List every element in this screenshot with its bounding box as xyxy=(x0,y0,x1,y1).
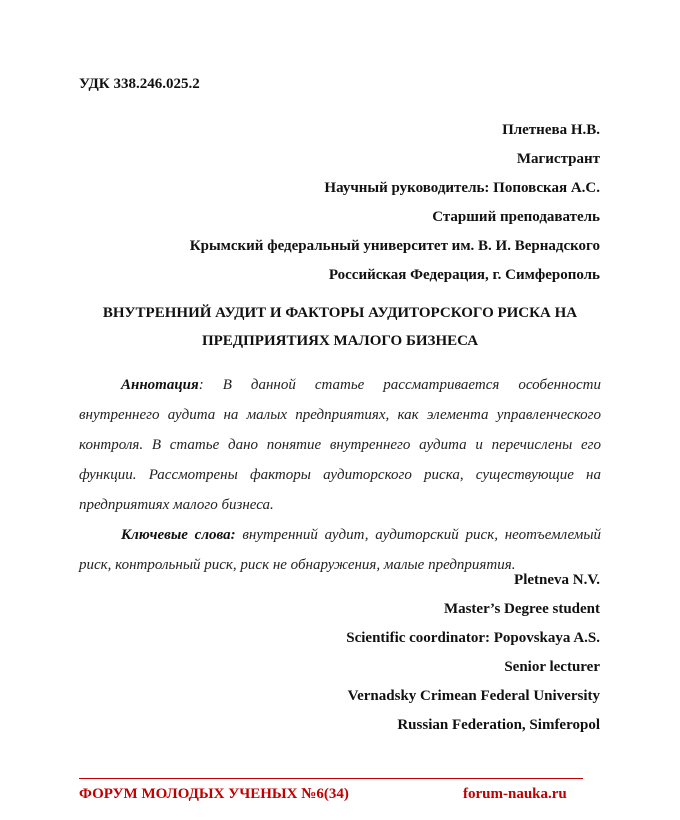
keywords-text: внутренний аудит, аудиторский риск, неотъемлемый риск, контрольный риск, риск не обнаружения, малые предприятия. xyxy=(79,527,602,573)
location-en: Russian Federation, Simferopol xyxy=(397,717,600,733)
university-ru: Крымский федеральный университет им. В. И. Вернадского xyxy=(189,238,600,254)
supervisor-position-ru: Старший преподаватель xyxy=(432,209,600,225)
author-status-ru: Магистрант xyxy=(516,151,600,167)
footer-site-link[interactable]: forum-nauka.ru xyxy=(463,786,567,802)
abstract-paragraph xyxy=(79,370,601,520)
author-name-ru: Плетнева Н.В. xyxy=(502,122,600,138)
abstract-block xyxy=(79,370,601,580)
abstract-label: Аннотация xyxy=(121,377,199,393)
university-en: Vernadsky Crimean Federal University xyxy=(347,688,600,704)
keywords-label: Ключевые слова: xyxy=(121,527,236,543)
author-block-ru xyxy=(190,116,600,290)
location-ru: Российская Федерация, г. Симферополь xyxy=(328,267,600,283)
footer-journal: ФОРУМ МОЛОДЫХ УЧЕНЫХ №6(34) xyxy=(79,786,349,802)
supervisor-ru: Научный руководитель: Поповская А.С. xyxy=(324,180,600,196)
author-block-en xyxy=(346,566,600,740)
title-line-2: ПРЕДПРИЯТИЯХ МАЛОГО БИЗНЕСА xyxy=(201,333,479,349)
abstract-text: : В данной статье рассматривается особенности внутреннего аудита на малых предприятиях, как элемента управленческого контроля. В статье дано понятие внутреннего аудита и перечислены его функции. Рассмотрены факторы аудиторского риска, существующие на предприятиях малого бизнеса. xyxy=(79,377,601,513)
author-name-en: Pletneva N.V. xyxy=(514,572,600,588)
article-title xyxy=(60,299,620,355)
supervisor-position-en: Senior lecturer xyxy=(504,659,600,675)
udk-code: УДК 338.246.025.2 xyxy=(79,76,200,92)
footer-divider xyxy=(79,778,583,779)
title-line-1: ВНУТРЕННИЙ АУДИТ И ФАКТОРЫ АУДИТОРСКОГО РИСКА НА xyxy=(102,305,578,321)
supervisor-en: Scientific coordinator: Popovskaya A.S. xyxy=(346,630,600,646)
author-status-en: Master’s Degree student xyxy=(443,601,600,617)
